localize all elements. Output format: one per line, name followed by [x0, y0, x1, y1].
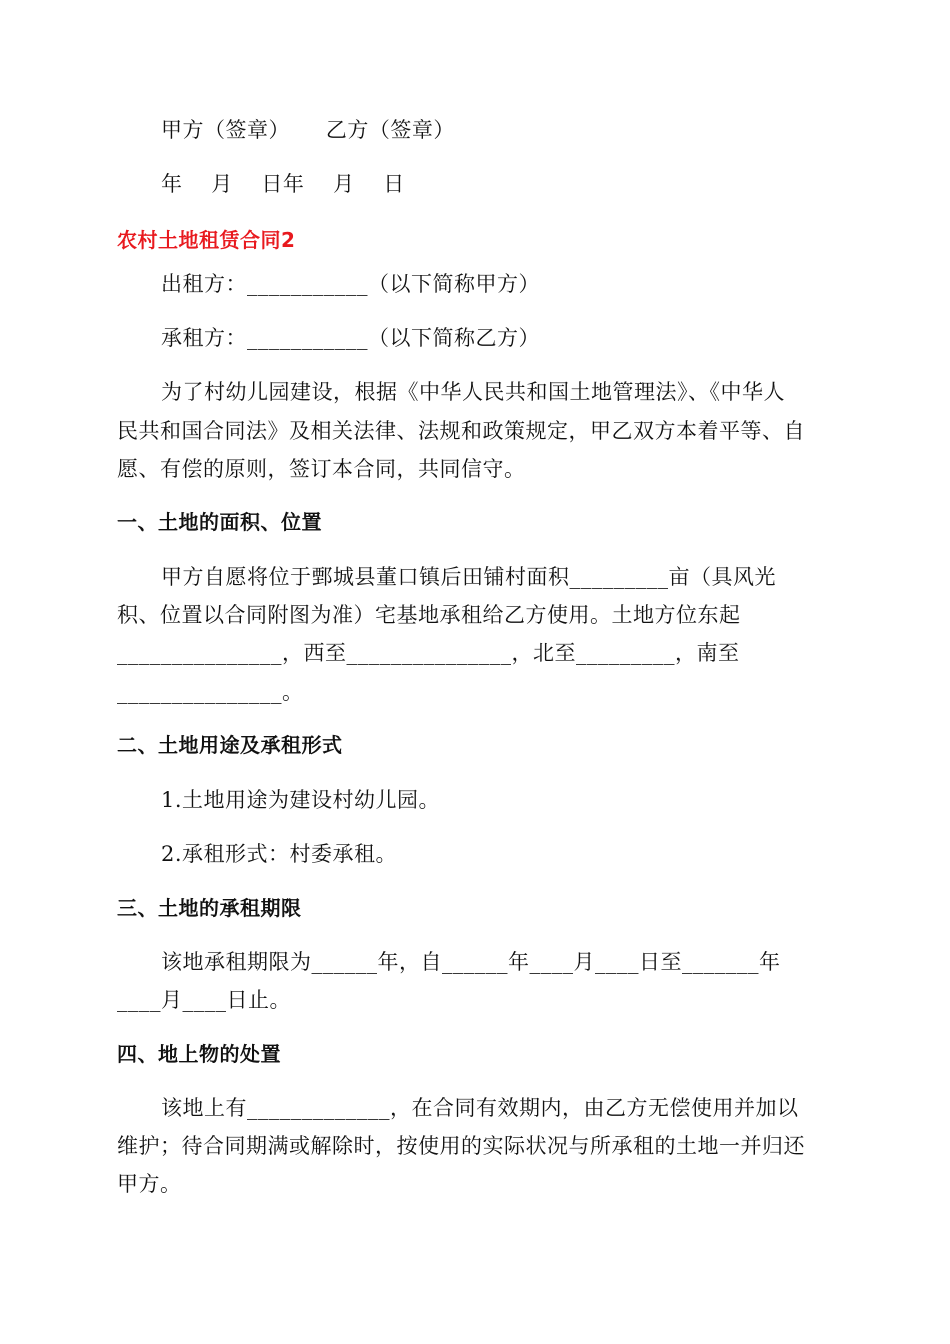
section-2-line-1: 1.土地用途为建设村幼儿园。 [161, 788, 441, 812]
intro-line-1: 为了村幼儿园建设，根据《中华人民共和国土地管理法》、《中华人 [161, 380, 785, 404]
section-1-line-1: 甲方自愿将位于鄄城县董口镇后田铺村面积_________亩（具风光 [161, 565, 776, 589]
section-1-line-2: 积、位置以合同附图为准）宅基地承租给乙方使用。土地方位东起 [117, 603, 741, 627]
intro-line-2: 民共和国合同法》及相关法律、法规和政策规定，甲乙双方本着平等、自 [117, 419, 805, 443]
intro-line-3: 愿、有偿的原则，签订本合同，共同信守。 [117, 457, 526, 481]
section-3-line-2: ____月____日止。 [117, 988, 291, 1012]
section-4-line-3: 甲方。 [117, 1172, 182, 1196]
section-1-line-4: _______________。 [117, 680, 304, 704]
section-3-line-1: 该地承租期限为______年，自______年____月____日至_______年 [161, 950, 781, 974]
section-heading-4: 四、地上物的处置 [117, 1042, 281, 1066]
section-1-line-3: _______________，西至_______________，北至_________，南至 [117, 641, 740, 665]
section-2-line-2: 2.承租形式：村委承租。 [161, 842, 398, 866]
section-heading-1: 一、土地的面积、位置 [117, 510, 322, 534]
section-heading-2: 二、土地用途及承租形式 [117, 733, 343, 757]
section-4-line-1: 该地上有_____________，在合同有效期内，由乙方无偿使用并加以 [161, 1096, 799, 1120]
section-heading-3: 三、土地的承租期限 [117, 896, 302, 920]
lessee-line: 承租方：___________（以下简称乙方） [161, 326, 540, 350]
section-4-line-2: 维护；待合同期满或解除时，按使用的实际状况与所承租的土地一并归还 [117, 1134, 805, 1158]
contract-title: 农村土地租赁合同2 [117, 228, 296, 252]
lessor-line: 出租方：___________（以下简称甲方） [161, 272, 540, 296]
signature-line: 甲方（签章） 乙方（签章） [161, 118, 455, 142]
date-line: 年 月 日年 月 日 [161, 172, 405, 196]
